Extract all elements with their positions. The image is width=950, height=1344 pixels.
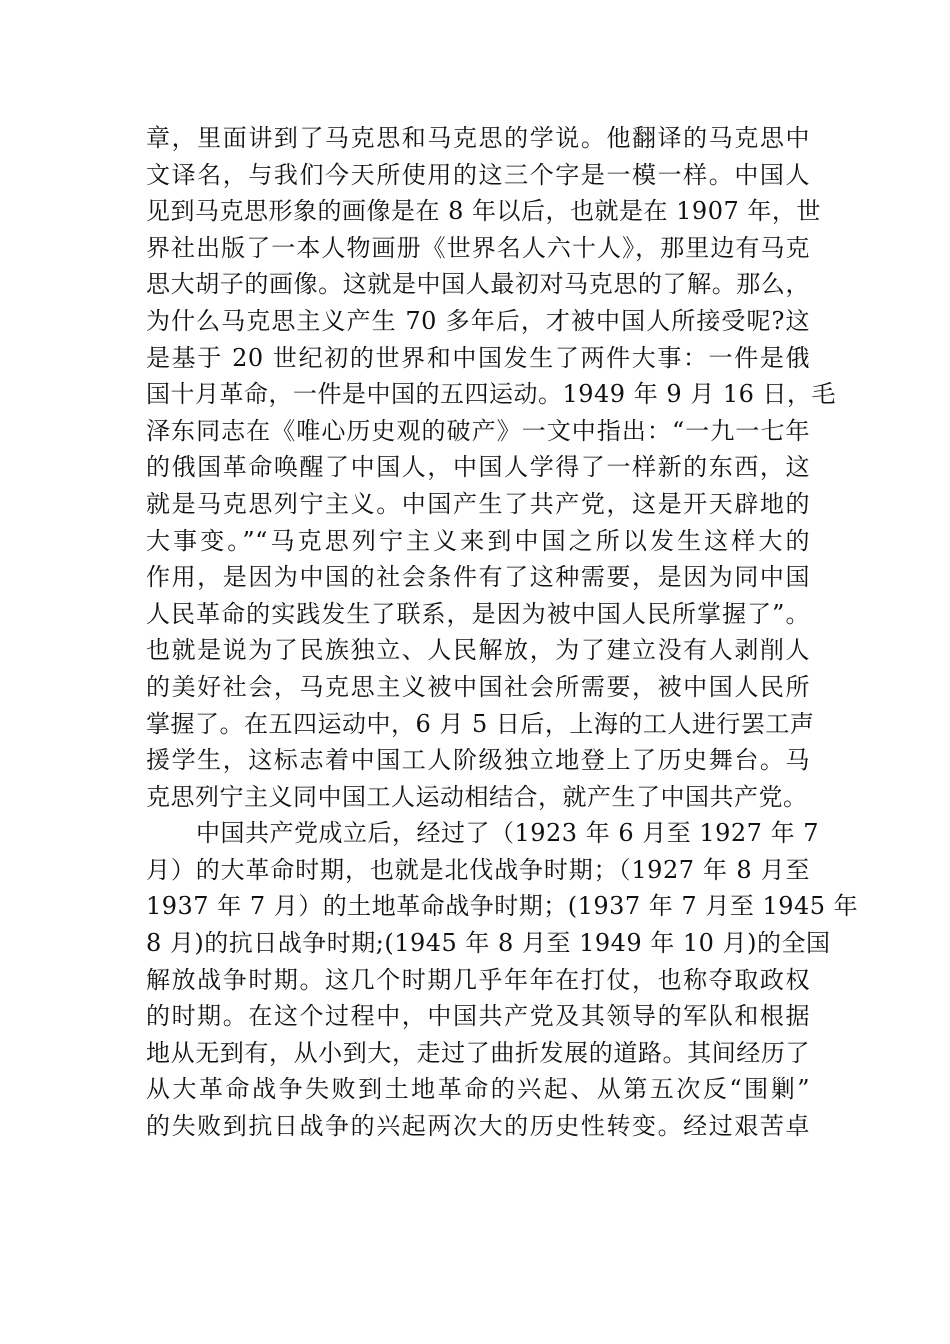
text-line: 克思列宁主义同中国工人运动相结合，就产生了中国共产党。 <box>146 782 808 811</box>
paragraph-1 <box>146 120 837 815</box>
body-text <box>146 120 859 1145</box>
text-line: 文译名，与我们今天所使用的这三个字是一模一样。中国人 <box>146 160 810 189</box>
paragraph-2 <box>146 815 859 1144</box>
text-line: 是基于 20 世纪初的世界和中国发生了两件大事：一件是俄 <box>146 343 810 372</box>
text-line: 人民革命的实践发生了联系，是因为被中国人民所掌握了”。 <box>146 599 810 628</box>
text-line: 8 月)的抗日战争时期;(1945 年 8 月至 1949 年 10 月)的全国 <box>146 929 831 958</box>
text-line: 界社出版了一本人物画册《世界名人六十人》，那里边有马克 <box>146 233 810 262</box>
text-line: 国十月革命，一件是中国的五四运动。1949 年 9 月 16 日，毛 <box>146 380 837 409</box>
text-line: 泽东同志在《唯心历史观的破产》一文中指出：“一九一七年 <box>146 416 810 445</box>
text-line: 大事变。”“马克思列宁主义来到中国之所以发生这样大的 <box>146 526 810 555</box>
text-line: 为什么马克思主义产生 70 多年后，才被中国人所接受呢?这 <box>146 306 810 335</box>
text-line: 地从无到有，从小到大，走过了曲折发展的道路。其间经历了 <box>146 1038 810 1067</box>
text-line: 的俄国革命唤醒了中国人，中国人学得了一样新的东西，这 <box>146 453 810 482</box>
text-line: 的美好社会，马克思主义被中国社会所需要，被中国人民所 <box>146 672 810 701</box>
text-line: 也就是说为了民族独立、人民解放，为了建立没有人剥削人 <box>146 636 810 665</box>
text-line: 从大革命战争失败到土地革命的兴起、从第五次反“围剿” <box>146 1075 810 1104</box>
text-line: 1937 年 7 月）的土地革命战争时期；(1937 年 7 月至 1945 年 <box>146 892 859 921</box>
text-line: 的失败到抗日战争的兴起两次大的历史性转变。经过艰苦卓 <box>146 1112 810 1141</box>
text-line: 解放战争时期。这几个时期几乎年年在打仗，也称夺取政权 <box>146 965 810 994</box>
text-line: 章，里面讲到了马克思和马克思的学说。他翻译的马克思中 <box>146 124 810 152</box>
text-line: 作用，是因为中国的社会条件有了这种需要，是因为同中国 <box>146 563 810 592</box>
text-line: 中国共产党成立后，经过了（1923 年 6 月至 1927 年 7 <box>196 819 819 848</box>
text-line: 援学生，这标志着中国工人阶级独立地登上了历史舞台。马 <box>146 746 810 775</box>
text-line: 见到马克思形象的画像是在 8 年以后，也就是在 1907 年，世 <box>146 197 821 226</box>
text-line: 的时期。在这个过程中，中国共产党及其领导的军队和根据 <box>146 1002 810 1031</box>
text-line: 掌握了。在五四运动中，6 月 5 日后，上海的工人进行罢工声 <box>146 709 815 738</box>
text-line: 月）的大革命时期，也就是北伐战争时期；（1927 年 8 月至 <box>146 855 810 884</box>
text-line: 思大胡子的画像。这就是中国人最初对马克思的了解。那么， <box>146 270 810 299</box>
text-line: 就是马克思列宁主义。中国产生了共产党，这是开天辟地的 <box>146 489 810 518</box>
